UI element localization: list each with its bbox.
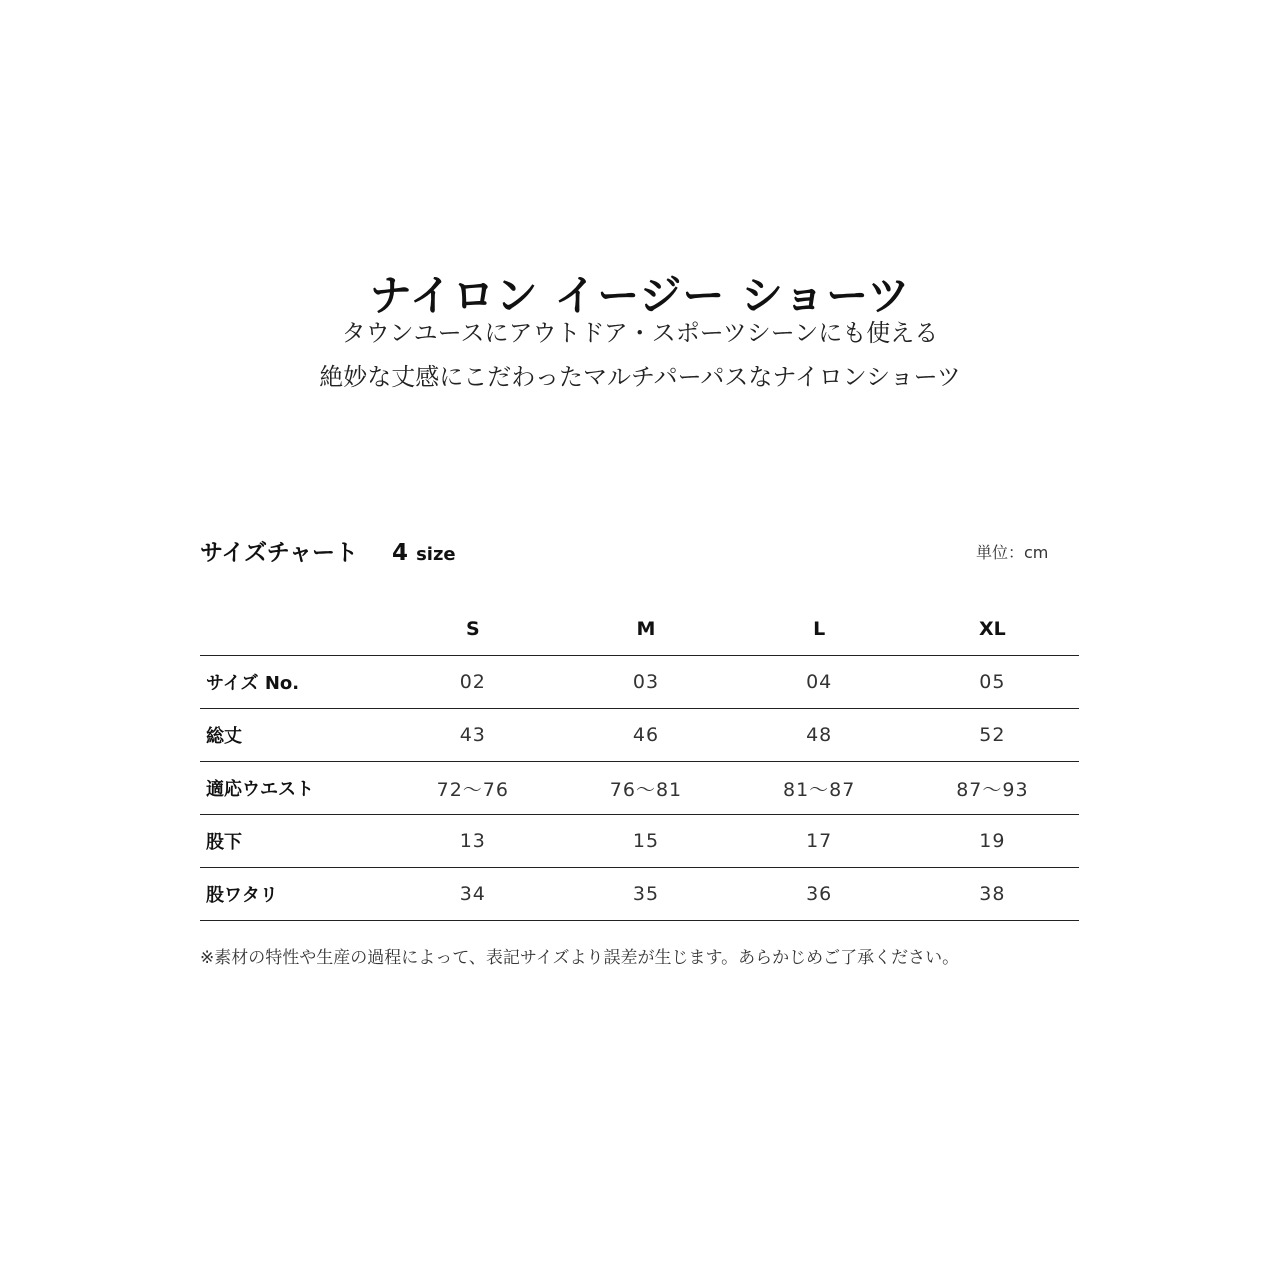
table-cell: 04 — [733, 656, 906, 709]
table-row — [200, 815, 1079, 868]
table-header-row — [200, 603, 1079, 656]
table-cell: 43 — [386, 709, 559, 762]
table-cell: 38 — [906, 868, 1079, 921]
column-header: XL — [906, 603, 1079, 656]
table-cell: 87〜93 — [906, 762, 1079, 815]
table-cell: 13 — [386, 815, 559, 868]
subtitle-line-1: タウンユースにアウトドア・スポーツシーンにも使える — [341, 319, 939, 347]
table-cell: 03 — [559, 656, 732, 709]
column-header: S — [386, 603, 559, 656]
table-cell: 02 — [386, 656, 559, 709]
size-count: 4 — [392, 540, 409, 566]
size-disclaimer-note: ※素材の特性や生産の過程によって、表記サイズより誤差が生じます。あらかじめご了承ください。 — [200, 948, 960, 968]
table-cell: 15 — [559, 815, 732, 868]
page-title: ナイロン イージー ショーツ — [369, 271, 911, 321]
header-corner-cell — [200, 603, 386, 656]
row-label: 股ワタリ — [200, 868, 386, 921]
column-header: M — [559, 603, 732, 656]
row-label: サイズ No. — [200, 656, 386, 709]
subtitle-line-2: 絶妙な丈感にこだわったマルチパーパスなナイロンショーツ — [319, 363, 961, 391]
table-cell: 19 — [906, 815, 1079, 868]
row-label: 股下 — [200, 815, 386, 868]
table-cell: 81〜87 — [733, 762, 906, 815]
size-table — [200, 603, 1079, 921]
table-cell: 35 — [559, 868, 732, 921]
table-cell: 05 — [906, 656, 1079, 709]
table-cell: 36 — [733, 868, 906, 921]
table-cell: 48 — [733, 709, 906, 762]
table-cell: 46 — [559, 709, 732, 762]
table-cell: 17 — [733, 815, 906, 868]
table-cell: 72〜76 — [386, 762, 559, 815]
size-count-unit: size — [416, 544, 456, 565]
table-cell: 76〜81 — [559, 762, 732, 815]
table-row — [200, 762, 1079, 815]
column-header: L — [733, 603, 906, 656]
table-cell: 52 — [906, 709, 1079, 762]
size-chart-heading — [200, 536, 456, 572]
row-label: 適応ウエスト — [200, 762, 386, 815]
table-cell: 34 — [386, 868, 559, 921]
size-chart-title: サイズチャート — [200, 540, 359, 566]
row-label: 総丈 — [200, 709, 386, 762]
table-row — [200, 656, 1079, 709]
table-row — [200, 868, 1079, 921]
unit-label: 単位：cm — [976, 543, 1049, 562]
table-row — [200, 709, 1079, 762]
